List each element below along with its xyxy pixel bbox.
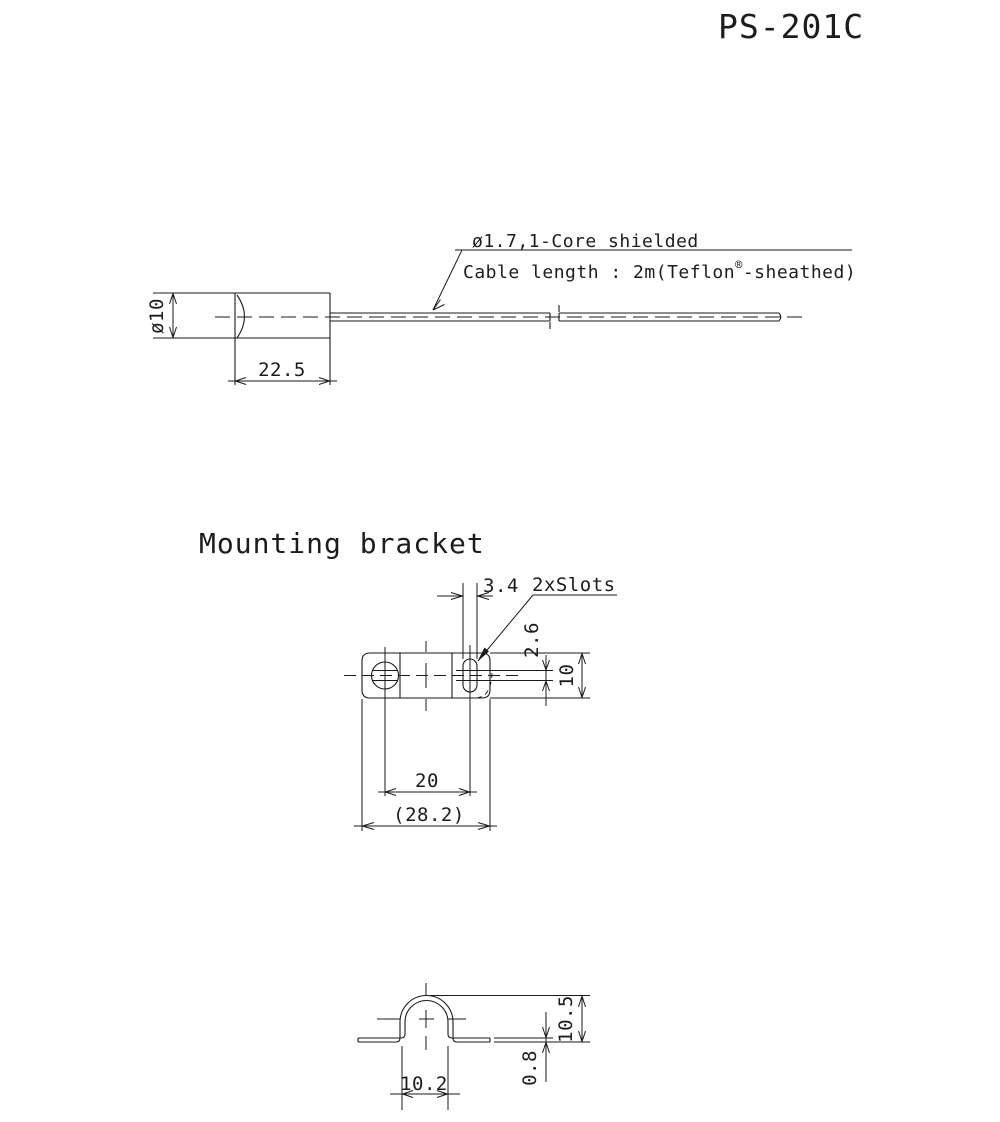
dim-overall-length <box>354 804 497 830</box>
dim-probe-length-text: 22.5 <box>258 359 306 381</box>
dim-inner-width <box>390 1073 460 1098</box>
slots-label-text: 2xSlots <box>532 574 616 596</box>
bracket-top-view <box>344 574 617 831</box>
dim-slot-height-text: 2.6 <box>521 622 543 658</box>
dim-thickness-text: 0.8 <box>519 1050 541 1086</box>
bracket-side-view <box>358 983 590 1110</box>
cable-spec-text: ø1.7,1-Core shielded <box>472 231 699 252</box>
dim-hole-spacing <box>378 770 477 796</box>
cable-length-pre: Cable length : 2m(Teflon <box>463 262 736 283</box>
dim-side-height-text: 10.5 <box>555 995 577 1043</box>
dim-hole-spacing-text: 20 <box>415 770 439 792</box>
bracket-extension-lines <box>362 583 590 831</box>
cable-callout <box>433 231 856 310</box>
dim-probe-diameter-text: ø10 <box>146 298 168 334</box>
cable-length-text <box>463 258 856 283</box>
dim-overall-length-text: (28.2) <box>393 804 465 826</box>
registered-mark: ® <box>735 258 743 272</box>
drawing-title: PS-201C <box>718 7 865 46</box>
dim-side-height <box>555 995 586 1043</box>
cable-length-post: -sheathed) <box>742 262 857 283</box>
dim-slot-width <box>437 575 519 600</box>
leader-arrow <box>433 300 445 311</box>
probe-view <box>146 231 856 385</box>
dim-inner-width-text: 10.2 <box>400 1073 448 1095</box>
dim-bracket-width <box>556 653 586 698</box>
leader-line <box>433 250 462 310</box>
mounting-bracket-heading: Mounting bracket <box>199 527 485 560</box>
dim-slot-width-text: 3.4 <box>483 575 519 597</box>
dim-bracket-width-text: 10 <box>556 663 578 688</box>
dim-probe-diameter <box>146 293 177 338</box>
dim-probe-length <box>228 359 337 385</box>
dim-thickness <box>519 1012 550 1086</box>
dim-slot-height <box>521 622 550 706</box>
